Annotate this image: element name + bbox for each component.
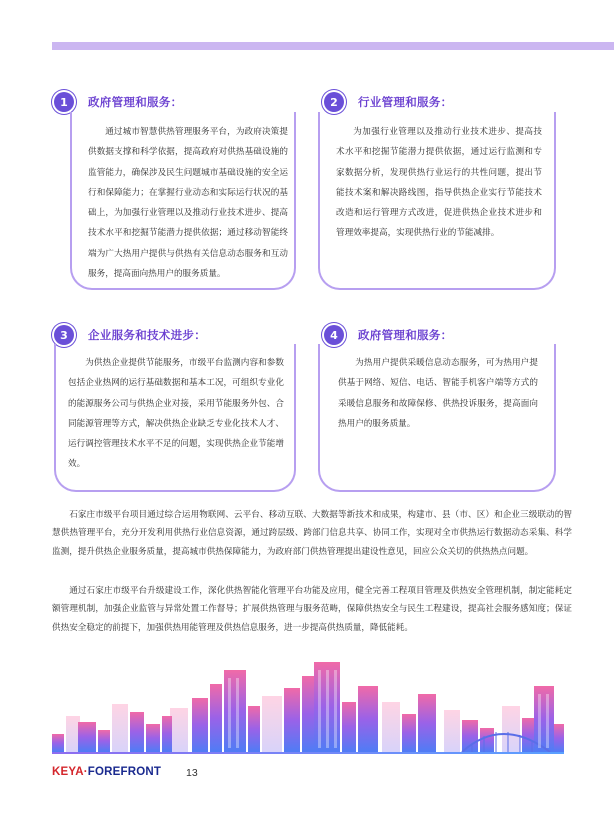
brand-keya: KEYA [52,766,84,778]
page-number: 13 [186,767,198,779]
footer-brand-logo [52,766,161,778]
card-2-title: 行业管理和服务： [358,95,453,109]
card-1-text: 通过城市智慧供热管理服务平台，为政府决策提供数据支撑和科学依据，提高政府对供热基础设施的监管能力，确保涉及民生问题城市基础设施的安全运行和保障能力；在掌握行业动态和实际运行状况的基础上，为加强行业管理以及推动行业技术进步、提高技术水平和挖掘节能潜力提供依据；通过移动智能终端为广大热用户提供与供热有关信息动态服务和互动服务，提高面向热用户的服务质量。 [88,127,288,280]
card-1-number-badge: 1 [54,92,74,112]
top-decor-bar [52,42,614,50]
city-skyline-illustration [52,650,564,752]
card-4-text: 为热用户提供采暖信息动态服务，可为热用户提供基于网络、短信、电话、智能手机客户端等方式的采暖信息服务和故障保修、供热投诉服务，提高面向热用户的服务质量。 [338,358,538,429]
footer-divider [52,752,564,754]
body-paragraph-2: 通过石家庄市级平台升级建设工作，深化供热智能化管理平台功能及应用，健全完善工程项目管理及供热安全管理机制，制定能耗定额管理机制，加强企业监管与异常处置工作督导；扩展供热管理与服务范畴，保障供热安全与民生工程建设，提高社会服务感知度；保证供热安全稳定的前提下，加强供热用能管理及供热信息服务，进一步提高供热质量，降低能耗。 [52,586,572,633]
card-2-header [324,91,452,113]
card-2-number-badge: 2 [324,92,344,112]
brand-forefront: FOREFRONT [87,766,162,778]
card-1-header [54,91,182,113]
card-1-title: 政府管理和服务： [88,95,183,109]
card-4-header [324,324,452,346]
card-4-number-badge: 4 [324,325,344,345]
card-3-text: 为供热企业提供节能服务，市级平台监测内容和参数包括企业热网的运行基础数据和基本工况，可组织专业化的能源服务公司与供热企业对接，采用节能服务外包、合同能源管理等方式，解决供热企业缺乏专业化技术人才、运行调控管理技术水平不足的问题，实现供热企业节能增效。 [68,358,284,470]
body-paragraph-1: 石家庄市级平台项目通过综合运用物联网、云平台、移动互联、大数据等新技术和成果，构建市、县（市、区）和企业三级联动的智慧供热管理平台，充分开发利用供热行业信息资源，通过跨层级、跨部门信息共享、协同工作，实现对全市供热运行数据动态采集、科学监测，提升供热企业服务质量，提高城市供热保障能力，为政府部门供热管理提出建设性意见，回应公众关切的供热热点问题。 [52,510,572,557]
card-4-title: 政府管理和服务： [358,328,453,342]
brand-separator: · [83,766,88,778]
card-3-number-badge: 3 [54,325,74,345]
card-3-header [54,324,206,346]
card-2-text: 为加强行业管理以及推动行业技术进步、提高技术水平和挖掘节能潜力提供依据，通过运行监测和专家数据分析，发现供热行业运行的共性问题，提出节能技术案和解决路线图，指导供热企业实行节能技术改造和运行管理方式改进，促进供热企业技术进步和管理效率提高，实现供热行业的节能减排。 [336,127,542,239]
card-3-title: 企业服务和技术进步： [88,328,206,342]
